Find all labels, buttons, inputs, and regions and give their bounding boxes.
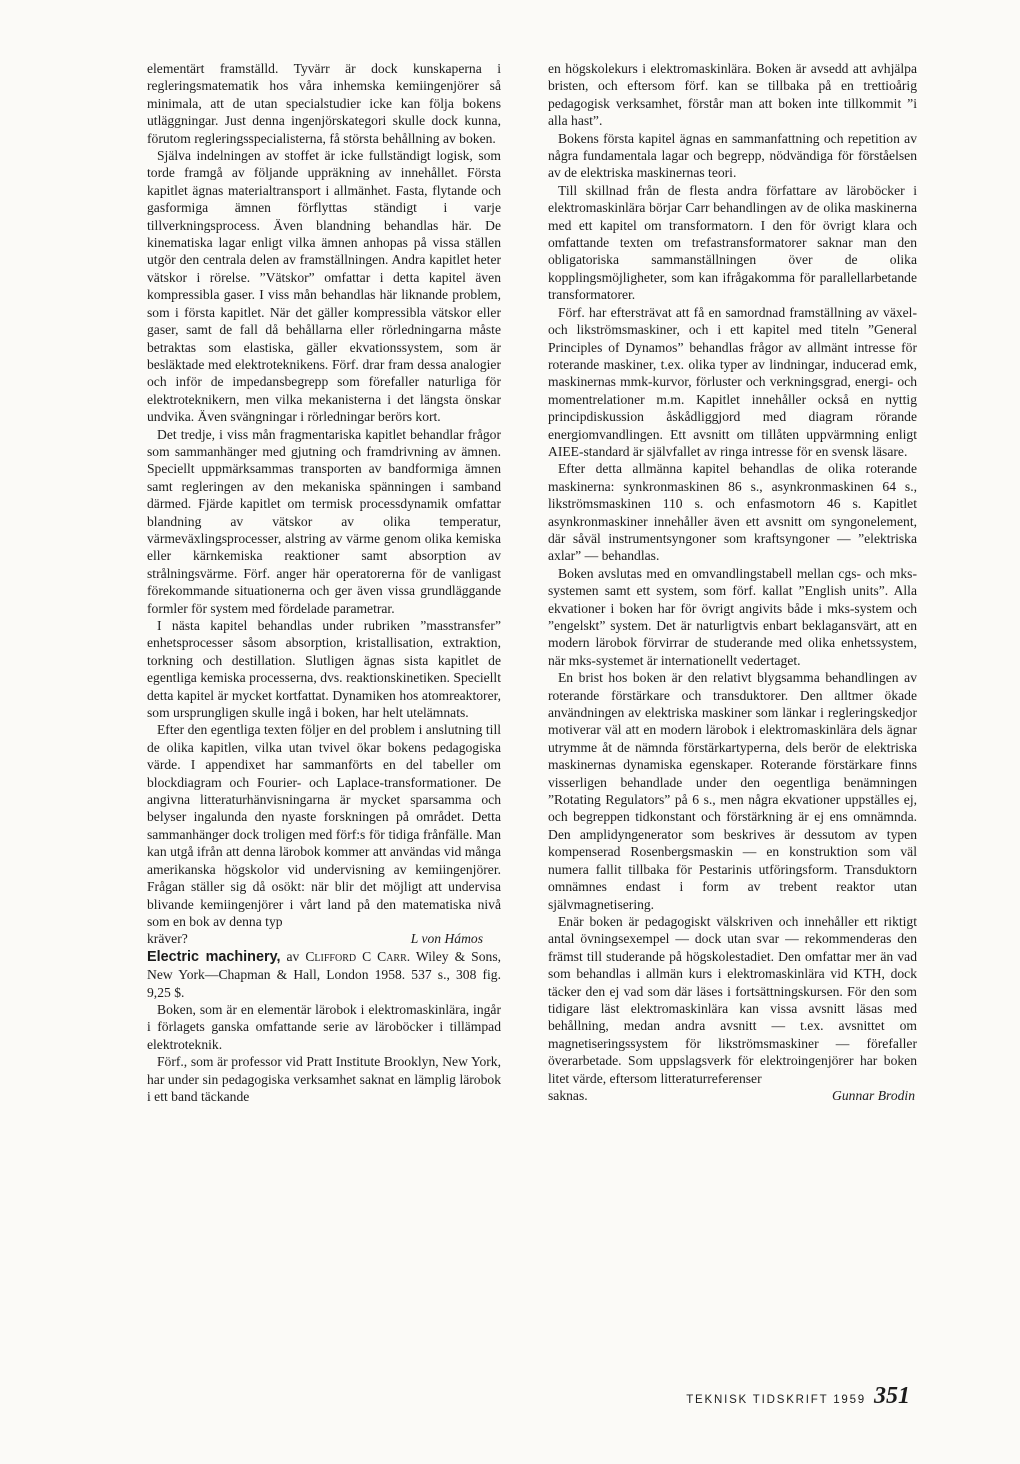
signature: Gunnar Brodin [832, 1087, 915, 1103]
paragraph: Bokens första kapitel ägnas en sammanfattning och repetition av några fundamentala lagar och begrepp, nödvändiga för förståelsen av de elektriska maskinernas teori. [548, 130, 917, 181]
paragraph: Efter den egentliga texten följer en del problem i anslutning till de olika kapitlen, vilka utan tvivel ökar bokens pedagogiska värde. I appendixet har sammanförts en del tabeller om blockdiagram och Fourier- och Laplace-transformationer. De angivna litteraturhänvisningarna är mycket sparsamma och belyser ingalunda den nyaste forskningen på området. Detta sammanhänger dock troligen med förf:s för tidiga frånfälle. Man kan utgå ifrån att denna lärobok kommer att användas vid många amerikanska högskolor vid undervisning av kemiingenjörer. Frågan ställer sig då osökt: när blir det möjligt att undervisa blivande kemiingenjörer i vårt land på den matematiska nivå som en bok av denna typ [147, 722, 501, 929]
left-column [147, 60, 501, 1105]
signature-line [147, 930, 501, 947]
paragraph: En brist hos boken är den relativt blygsamma behandlingen av roterande förstärkare och transduktorer. Den alltmer ökade användningen av elektriska maskiner som länkar i regleringskedjor motiverar väl att en modern lärobok i elektromaskinlära dels ägnar utrymme åt de nämnda förstärkartyperna, dels berör de elektriska maskinernas dynamiska egenskaper. Roterande förstärkare finns visserligen behandlade under den oegentliga benämningen ”Rotating Regulators” på 6 s., men några ekvationer uppställes ej, och begreppen tidkonstant och förstärkning är ej ens omnämnda. Den amplidyngenerator som beskrives är dessutom av typen kompenserad Rosenbergsmaskin — en konstruktion som väl numera fallit tillbaka för Pestarinis utföringsform. Transduktorn omnämnes endast i form av trebent reaktor utan självmagnetisering. [548, 670, 917, 912]
right-column [548, 60, 917, 1104]
paragraph: I nästa kapitel behandlas under rubriken ”masstransfer” enhetsprocesser såsom absorption, kristallisation, extraktion, torkning och destillation. Slutligen ägnas sista kapitlet de egentliga kemiska processerna, dvs. reaktionskinetiken. Speciellt detta kapitel är mycket kortfattat. Dynamiken hos atomreaktorer, som ursprungligen skulle ingå i boken, har helt utelämnats. [147, 618, 501, 721]
paragraph: Efter detta allmänna kapitel behandlas de olika roterande maskinerna: synkronmaskinen 86 s., asynkronmaskinen 64 s., likströmsmaskinen 110 s. och enfasmotorn 46 s. Kapitlet asynkronmaskiner innehåller även ett avsnitt om syngonelement, där såväl instrumentsyngoner som kraftsyngoner — ”elektriska axlar” — behandlas. [548, 461, 917, 564]
paragraph-end: saknas. [548, 1087, 588, 1103]
review-av: av [280, 948, 306, 964]
paragraph: Enär boken är pedagogiskt välskriven och innehåller ett riktigt antal övningsexempel — dock utan svar — rekommenderas den främst till studerande på högskolestadiet. Den omfattar mer än vad som behandlas i allmän kurs i elektromaskinlära vid KTH, dock täcker den ej vad som där läses i fortsättningskursen. För den som tidigare läst elektromaskinlära kan vissa avsnitt läsas med behållning, medan andra avsnitt — t.ex. avsnittet om magnetiseringssystem för likströmsmaskiner — förefaller överarbetade. Som uppslagsverk för elektroingenjörer har boken litet värde, eftersom litteraturreferenser [548, 913, 917, 1086]
paragraph-end: kräver? [147, 931, 188, 947]
page-footer [670, 1383, 910, 1410]
journal-name: TEKNISK TIDSKRIFT 1959 [686, 1394, 866, 1406]
paragraph: Själva indelningen av stoffet är icke fullständigt logisk, som torde framgå av följande uppräkning av innehållet. Första kapitlet ägnas materialtransport i allmänhet. Fasta, flytande och gasformiga ämnen förflyttas ständigt i varje tillverkningsprocess. Även blandning behandlas här. De kinematiska lagar enligt vilka ämnen anhopas på vissa ställen utgör den centrala delen av framställningen. Andra kapitlet heter vätskor i rörelse. ”Vätskor” omfattar i detta kapitel även kompressibla gaser. I viss mån behandlas här liknande problem, som i första kapitlet. När det gäller kompressibla vätskor eller gaser, samt de fall då behållarna eller rörledningarna måste betraktas som elastiska, gäller ekvationssystem, som är besläktade med elektroteknikens. Förf. drar fram dessa analogier och inför de impedansbegrepp som förefaller naturliga för elektroteknikern, men vilka mekanisterna i det längsta önskar undvika. Även svängningar i rörledningar berörs kort. [147, 148, 501, 425]
paragraph: Det tredje, i viss mån fragmentariska kapitlet behandlar frågor som sammanhänger med gjutning och framdrivning av ämnen. Speciellt uppmärksammas transporten av bandformiga ämnen samt regleringen av den mekaniska spänningen i samband därmed. Fjärde kapitlet om termisk processdynamik omfattar blandning av vätskor av olika temperatur, värmeväxlingsprocesser, alstring av värme genom olika kemiska eller kärnkemiska reaktioner samt absorption av strålningsvärme. Förf. anger här operatorerna för de vanligast förekommande situationerna och ger även vissa grundläggande formler för system med fördelade parametrar. [147, 426, 501, 616]
paragraph: Förf. har eftersträvat att få en samordnad framställning av växel- och likströmsmaskiner, och i ett kapitel med titeln ”General Principles of Dynamos” behandlas frågor av allmänt intresse för roterande maskiner, t.ex. olika typer av lindningar, inducerad emk, maskinernas mmk-kurvor, förluster och verkningsgrad, energi- och momentrelationer m.m. Kapitlet innehåller också en nyttig principdiskussion åskådliggjord med diagram rörande energiomvandlingen. Ett avsnitt om tillåten uppvärmning enligt AIEE-standard är självfallet av ringa intresse för en svensk läsare. [548, 304, 917, 459]
paragraph: elementärt framställd. Tyvärr är dock kunskaperna i regleringsmatematik hos våra inhemska kemiingenjörer så minimala, att de utan specialstudier icke kan följa bokens utläggningar. Just denna ingenjörskategori skulle dock kunna, förutom regleringsspecialisterna, få största behållning av boken. [147, 61, 501, 146]
signature: L von Hámos [410, 931, 483, 947]
paragraph: Förf., som är professor vid Pratt Institute Brooklyn, New York, har under sin pedagogiska verksamhet saknat en lämplig lärobok i ett band täckande [147, 1054, 501, 1104]
review-publisher: . Wiley & Sons, New York—Chapman & Hall, London 1958. 537 s., 308 fig. 9,25 $. [147, 948, 502, 1000]
signature-line [548, 1087, 917, 1104]
review-heading [147, 948, 501, 1001]
paragraph: Till skillnad från de flesta andra författare av läroböcker i elektromaskinlära börjar Carr behandlingen av de olika maskinerna med ett kapitel om transformatorn. I den för övrigt klara och omfattande texten om trefastransformatorer saknar man den obligatoriska sammanställningen över de olika kopplingsmöjligheter, som kan ifrågakomma för parallellarbetande transformatorer. [548, 182, 917, 303]
review-author: Clifford C Carr [305, 948, 407, 964]
paragraph: Boken avslutas med en omvandlingstabell mellan cgs- och mks-systemen samt ett system, som förf. kallat ”English units”. Alla ekvationer i boken har för övrigt angivits både i mks-system och ”engelskt” system. Det är naturligtvis enbart beklagansvärt, att en modern lärobok förvirrar de studerande med olika enhetssystem, när mks-systemet är internationellt vedertaget. [548, 565, 917, 668]
page-number: 351 [874, 1383, 910, 1409]
paragraph: en högskolekurs i elektromaskinlära. Boken är avsedd att avhjälpa bristen, och eftersom förf. kan se tillbaka på en trettioårig pedagogisk verksamhet, förstår man att boken inte tillkommit ”i alla hast”. [548, 61, 917, 129]
paragraph: Boken, som är en elementär lärobok i elektromaskinlära, ingår i förlagets ganska omfattande serie av läroböcker i tillämpad elektroteknik. [147, 1001, 501, 1052]
review-title: Electric machinery, [147, 948, 281, 965]
